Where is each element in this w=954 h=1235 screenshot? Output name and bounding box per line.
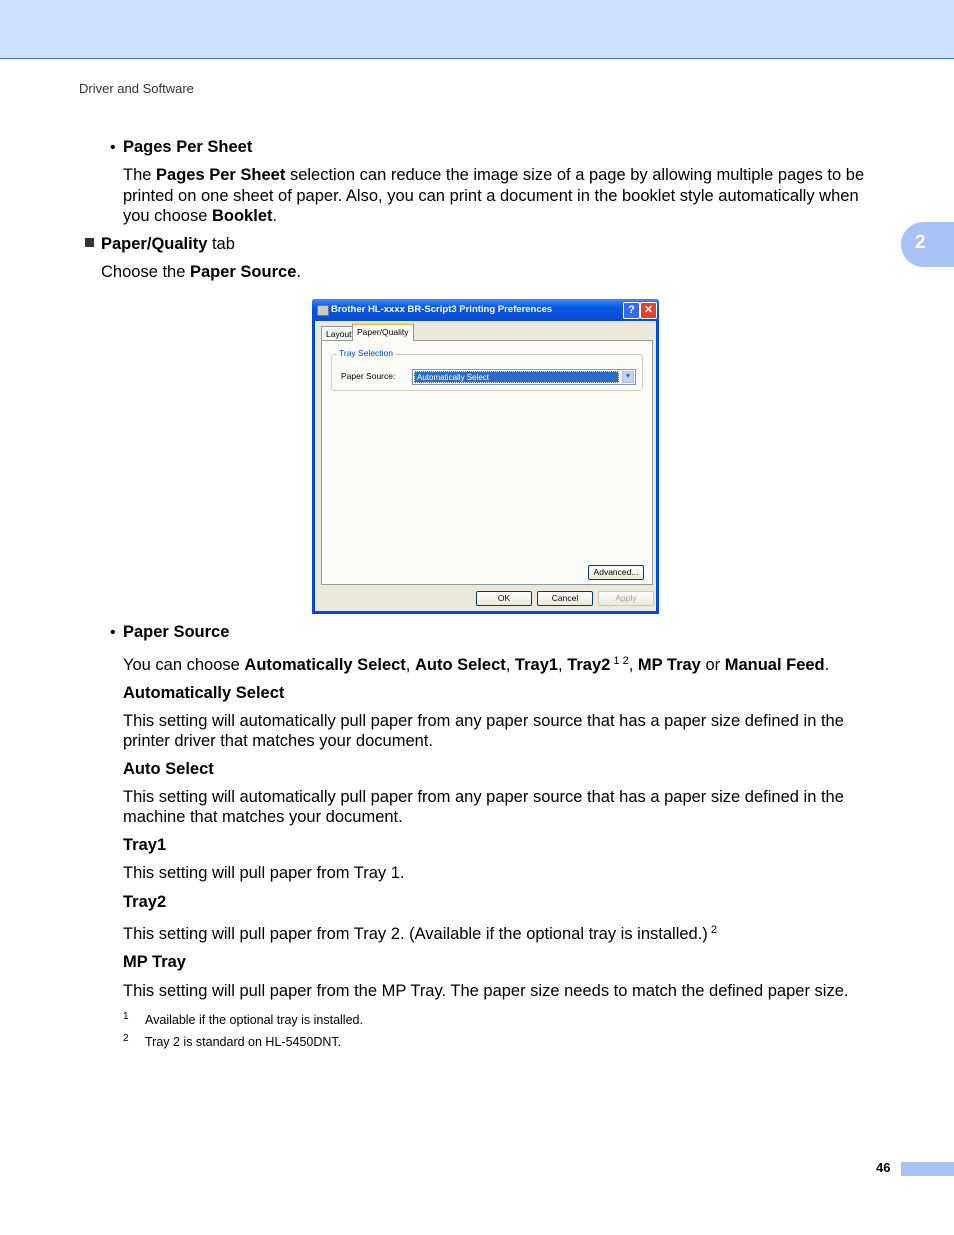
mp-tray-heading: MP Tray <box>123 953 186 971</box>
footnote-2-number: 2 <box>123 1033 129 1044</box>
tray2-text: This setting will pull paper from Tray 2. (Available if the optional tray is installed.) $^2$ <box>123 924 717 943</box>
dialog-body <box>315 321 656 611</box>
square-bullet-icon <box>85 238 94 247</box>
automatically-select-heading: Automatically Select <box>123 684 285 702</box>
dialog-title: Brother HL-xxxx BR-Script3 Printing Preferences <box>331 304 553 315</box>
pages-per-sheet-para-line2: printed on one sheet of paper. Also, you can print a document in the booklet style automatically when <box>123 187 859 205</box>
paper-quality-heading: Paper/Quality tab <box>101 235 235 253</box>
tab-panel <box>321 340 653 585</box>
breadcrumb: Driver and Software <box>79 81 194 96</box>
auto-select-text-line2: machine that matches your document. <box>123 808 403 826</box>
paper-source-options-text: You can choose Automatically Select, Auto Select, Tray1, Tray2 $^{1 2}$, MP Tray or Manual Feed. <box>123 655 830 674</box>
page-number: 46 <box>876 1160 891 1175</box>
tab-paper-quality[interactable]: Paper/Quality <box>352 323 414 341</box>
automatically-select-text-line2: printer driver that matches your document. <box>123 732 433 750</box>
cancel-button[interactable]: Cancel <box>537 591 593 606</box>
auto-select-heading: Auto Select <box>123 760 214 778</box>
paper-source-label: Paper Source: <box>341 371 396 381</box>
paper-source-heading: Paper Source <box>123 623 230 641</box>
bullet-icon: • <box>110 624 116 641</box>
pages-per-sheet-para-line3: you choose Booklet. <box>123 207 278 225</box>
header-band <box>0 0 954 59</box>
chevron-down-icon[interactable]: ▼ <box>622 371 634 383</box>
pages-per-sheet-heading: Pages Per Sheet <box>123 138 253 156</box>
dialog-title-bar <box>312 299 659 321</box>
tray1-text: This setting will pull paper from Tray 1. <box>123 864 405 882</box>
help-button[interactable]: ? <box>623 302 640 319</box>
ok-button[interactable]: OK <box>476 591 532 606</box>
paper-source-value: Automatically Select <box>414 371 619 383</box>
tray-selection-group <box>331 348 643 391</box>
footnote-1-text: Available if the optional tray is installed. <box>145 1013 363 1027</box>
chapter-number: 2 <box>915 232 926 253</box>
mp-tray-text: This setting will pull paper from the MP Tray. The paper size needs to match the defined paper size. <box>123 982 849 1000</box>
advanced-button[interactable]: Advanced... <box>588 565 644 580</box>
choose-paper-source-text: Choose the Paper Source. <box>101 263 301 281</box>
close-button[interactable]: ✕ <box>640 302 657 319</box>
tray1-heading: Tray1 <box>123 836 167 854</box>
paper-source-select[interactable] <box>412 369 636 385</box>
pages-per-sheet-para-line1: The Pages Per Sheet selection can reduce the image size of a page by allowing multiple pages to be <box>123 166 865 184</box>
tab-layout[interactable]: Layout <box>321 326 357 342</box>
tray-selection-label: Tray Selection <box>339 348 394 358</box>
page-number-bar <box>901 1162 954 1176</box>
footnote-2-text: Tray 2 is standard on HL-5450DNT. <box>145 1035 342 1049</box>
apply-button[interactable]: Apply <box>598 591 654 606</box>
footnote-1-number: 1 <box>123 1011 129 1022</box>
chapter-tab <box>901 222 954 267</box>
bullet-icon: • <box>110 139 116 156</box>
printing-preferences-dialog <box>312 299 659 614</box>
automatically-select-text-line1: This setting will automatically pull paper from any paper source that has a paper size defined in the <box>123 712 844 730</box>
printer-icon <box>317 305 329 316</box>
tray2-heading: Tray2 <box>123 893 167 911</box>
auto-select-text-line1: This setting will automatically pull paper from any paper source that has a paper size defined in the <box>123 788 844 806</box>
